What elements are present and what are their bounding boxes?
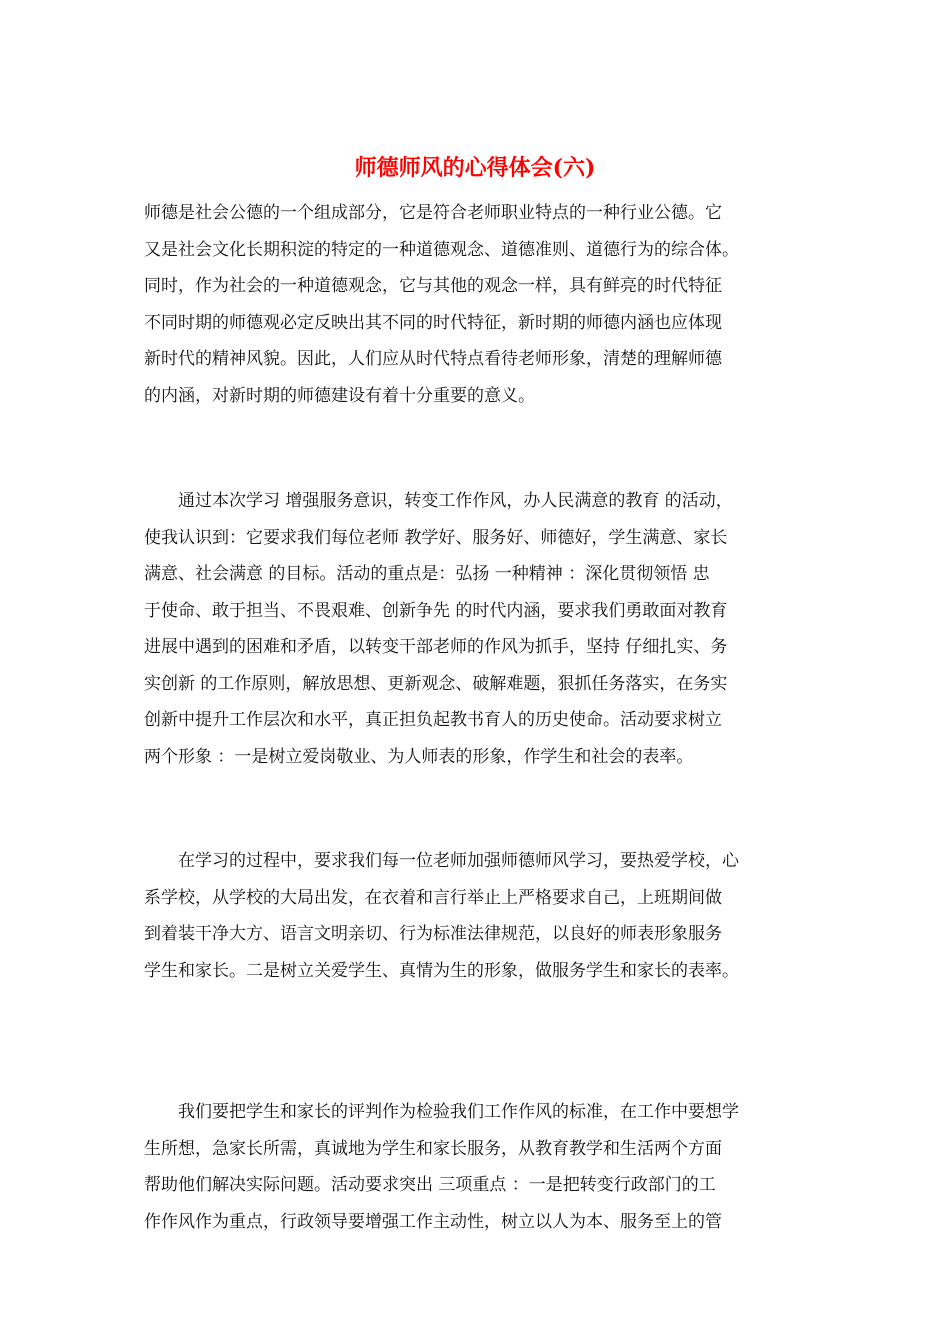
paragraph-line: 创新中提升工作层次和水平，真正担负起教书育人的历史使命。活动要求树立 [144, 710, 722, 730]
paragraph-line: 于使命、敢于担当、不畏艰难、创新争先 的时代内涵，要求我们勇敢面对教育 [144, 600, 728, 621]
paragraph-2 [144, 483, 808, 775]
paragraph-3 [144, 843, 808, 989]
paragraph-1 [144, 195, 808, 414]
paragraph-line: 新时代的精神风貌。因此，人们应从时代特点看待老师形象，清楚的理解师德 [144, 349, 722, 369]
paragraph-line: 到着装干净大方、语言文明亲切、行为标准法律规范，以良好的师表形象服务 [144, 924, 722, 944]
paragraph-line: 通过本次学习 增强服务意识，转变工作作风，办人民满意的教育 的活动， [144, 491, 733, 511]
paragraph-line: 实创新 的工作原则，解放思想、更新观念、破解难题，狠抓任务落实，在务实 [144, 673, 728, 694]
paragraph-line: 同时，作为社会的一种道德观念，它与其他的观念一样，具有鲜亮的时代特征 [144, 276, 722, 296]
paragraph-line: 作作风作为重点，行政领导要增强工作主动性，树立以人为本、服务至上的管 [144, 1211, 722, 1232]
paragraph-line: 系学校，从学校的大局出发，在衣着和言行举止上严格要求自己，上班期间做 [144, 887, 722, 908]
paragraph-line: 不同时期的师德观必定反映出其不同的时代特征，新时期的师德内涵也应体现 [144, 312, 722, 333]
paragraph-line: 我们要把学生和家长的评判作为检验我们工作作风的标准，在工作中要想学 [144, 1102, 739, 1122]
paragraph-line: 帮助他们解决实际问题。活动要求突出 三项重点 ：一是把转变行政部门的工 [144, 1175, 716, 1195]
document-title: 师德师风的心得体会(六) [354, 155, 596, 181]
paragraph-line: 师德是社会公德的一个组成部分，它是符合老师职业特点的一种行业公德。它 [144, 203, 722, 223]
paragraph-line: 使我认识到：它要求我们每位老师 教学好、服务好、师德好，学生满意、家长 [144, 527, 728, 548]
paragraph-line: 学生和家长。二是树立关爱学生、真情为生的形象，做服务学生和家长的表率。 [144, 960, 739, 981]
paragraph-line: 生所想，急家长所需，真诚地为学生和家长服务，从教育教学和生活两个方面 [144, 1138, 722, 1159]
paragraph-line: 进展中遇到的困难和矛盾，以转变干部老师的作风为抓手，坚持 仔细扎实、务 [144, 637, 728, 657]
paragraph-line: 又是社会文化长期积淀的特定的一种道德观念、道德准则、道德行为的综合体。 [144, 239, 739, 260]
paragraph-4 [144, 1094, 808, 1240]
paragraph-line: 两个形象 ：一是树立爱岗敬业、为人师表的形象，作学生和社会的表率。 [144, 746, 694, 767]
paragraph-line: 的内涵，对新时期的师德建设有着十分重要的意义。 [144, 385, 535, 406]
paragraph-line: 满意、社会满意 的目标。活动的重点是：弘扬 一种精神 ：深化贯彻领悟 忠 [144, 564, 710, 584]
paragraph-line: 在学习的过程中，要求我们每一位老师加强师德师风学习，要热爱学校，心 [144, 851, 739, 871]
